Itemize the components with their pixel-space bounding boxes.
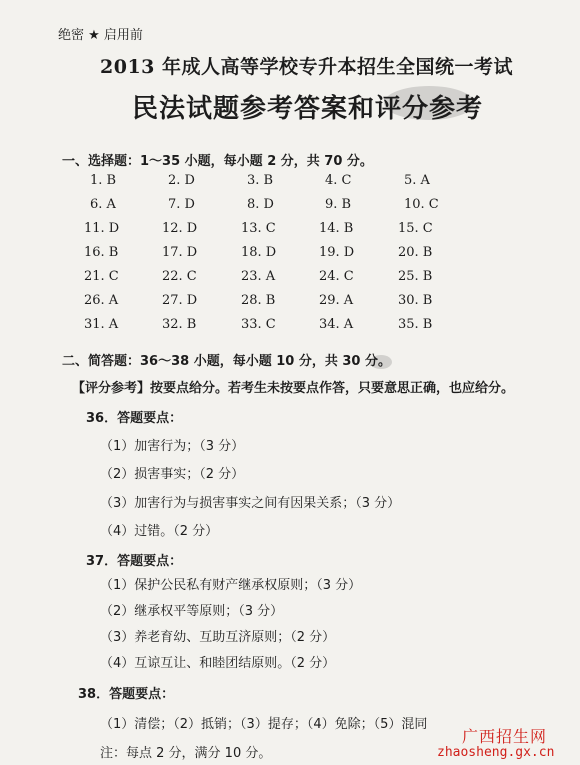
answer-cell: 35. B — [398, 317, 433, 332]
answer-cell: 17. D — [162, 245, 198, 260]
q37-point: （2）继承权平等原则；（3 分） — [100, 604, 284, 619]
q37-point: （4）互谅互让、和睦团结原则。（2 分） — [100, 656, 336, 671]
answer-cell: 12. D — [162, 221, 198, 236]
answer-cell: 34. A — [319, 317, 354, 332]
answer-cell: 13. C — [241, 221, 276, 236]
q36-point: （4）过错。（2 分） — [100, 524, 219, 539]
answer-cell: 19. D — [319, 245, 355, 260]
answer-cell: 15. C — [398, 221, 433, 236]
answer-cell: 6. A — [90, 197, 116, 212]
section2-heading: 二、简答题：36～38 小题，每小题 10 分，共 30 分。 — [62, 354, 391, 369]
answer-cell: 21. C — [84, 269, 119, 284]
answer-cell: 10. C — [404, 197, 439, 212]
q37-point: （3）养老育幼、互助互济原则；（2 分） — [100, 630, 336, 645]
answer-cell: 29. A — [319, 293, 354, 308]
q38-note: 注：每点 2 分，满分 10 分。 — [100, 746, 272, 761]
answer-cell: 26. A — [84, 293, 119, 308]
answer-cell: 23. A — [241, 269, 276, 284]
document-title: 民法试题参考答案和评分参考 — [132, 94, 484, 124]
answer-cell: 30. B — [398, 293, 433, 308]
answer-cell: 9. B — [325, 197, 352, 212]
answer-cell: 33. C — [241, 317, 276, 332]
exam-title: 2013 年成人高等学校专升本招生全国统一考试 — [100, 56, 513, 78]
answer-cell: 7. D — [168, 197, 195, 212]
answer-cell: 31. A — [84, 317, 119, 332]
answer-cell: 28. B — [241, 293, 276, 308]
answer-cell: 3. B — [247, 173, 274, 188]
q37-point: （1）保护公民私有财产继承权原则；（3 分） — [100, 578, 362, 593]
answer-cell: 5. A — [404, 173, 430, 188]
answer-cell: 22. C — [162, 269, 197, 284]
scoring-note: 【评分参考】按要点给分。若考生未按要点作答，只要意思正确，也应给分。 — [72, 381, 515, 396]
answer-cell: 32. B — [162, 317, 197, 332]
confidential-mark: 绝密 ★ 启用前 — [58, 28, 143, 43]
q38-heading: 38．答题要点： — [78, 687, 175, 702]
q37-heading: 37．答题要点： — [86, 554, 183, 569]
answer-cell: 25. B — [398, 269, 433, 284]
q38-point: （1）清偿；（2）抵销；（3）提存；（4）免除；（5）混同 — [100, 717, 428, 732]
q36-heading: 36．答题要点： — [86, 411, 183, 426]
answer-cell: 20. B — [398, 245, 433, 260]
answer-cell: 11. D — [84, 221, 120, 236]
answer-cell: 16. B — [84, 245, 119, 260]
answer-cell: 14. B — [319, 221, 354, 236]
answer-cell: 2. D — [168, 173, 195, 188]
answer-cell: 27. D — [162, 293, 198, 308]
watermark-site-name: 广西招生网 — [462, 727, 548, 746]
answer-cell: 8. D — [247, 197, 274, 212]
answer-cell: 4. C — [325, 173, 352, 188]
q36-point: （2）损害事实；（2 分） — [100, 467, 245, 482]
section1-heading: 一、选择题：1～35 小题，每小题 2 分，共 70 分。 — [62, 154, 373, 169]
answer-cell: 24. C — [319, 269, 354, 284]
answer-cell: 18. D — [241, 245, 277, 260]
q36-point: （3）加害行为与损害事实之间有因果关系；（3 分） — [100, 496, 401, 511]
answer-cell: 1. B — [90, 173, 117, 188]
q36-point: （1）加害行为；（3 分） — [100, 439, 245, 454]
watermark-site-url: zhaosheng.gx.cn — [437, 745, 555, 760]
